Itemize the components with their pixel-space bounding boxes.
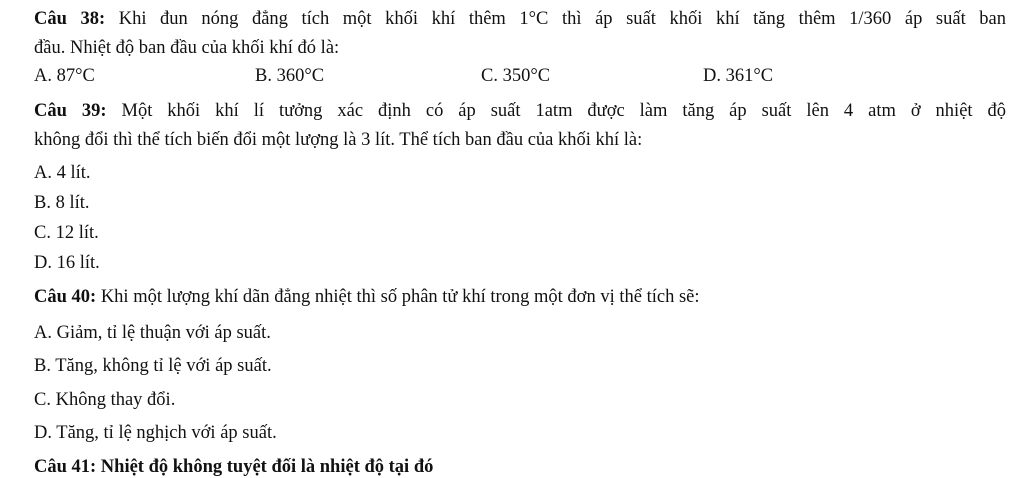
question-39-option-b: B. 8 lít. xyxy=(34,193,90,213)
question-39-text-1: Một khối khí lí tưởng xác định có áp suất 1atm được làm tăng áp suất lên 4 atm ở nhiệt độ xyxy=(121,101,1007,121)
question-38-option-d: D. 361°C xyxy=(703,66,774,86)
question-39-line-2: không đổi thì thể tích biến đổi một lượng là 3 lít. Thể tích ban đầu của khối khí là: xyxy=(34,130,643,150)
question-39-option-c: C. 12 lít. xyxy=(34,223,99,243)
question-40-number: Câu 40: xyxy=(34,287,97,307)
question-41-partial: Câu 41: Nhiệt độ không tuyệt đối là nhiệt độ tại đó xyxy=(34,457,434,477)
question-40-option-a: A. Giảm, tỉ lệ thuận với áp suất. xyxy=(34,323,271,343)
question-39-option-d: D. 16 lít. xyxy=(34,253,100,273)
question-38-line-2: đầu. Nhiệt độ ban đầu của khối khí đó là: xyxy=(34,38,340,58)
question-39-number: Câu 39: xyxy=(34,101,107,121)
question-39-option-a: A. 4 lít. xyxy=(34,163,91,183)
question-40-text-1: Khi một lượng khí dãn đẳng nhiệt thì số phân tử khí trong một đơn vị thể tích sẽ: xyxy=(100,287,700,307)
question-38-options xyxy=(34,66,1014,90)
question-38-option-a: A. 87°C xyxy=(34,66,95,86)
question-38-line-1 xyxy=(34,8,1006,30)
question-40-option-b: B. Tăng, không tỉ lệ với áp suất. xyxy=(34,356,272,376)
question-40-line-1 xyxy=(34,286,700,308)
question-38-number: Câu 38: xyxy=(34,9,106,29)
question-40-option-c: C. Không thay đổi. xyxy=(34,390,176,410)
question-38-text-1: Khi đun nóng đẳng tích một khối khí thêm 1°C thì áp suất khối khí tăng thêm 1/360 áp suất ban xyxy=(118,9,1006,29)
question-38-option-b: B. 360°C xyxy=(255,66,325,86)
question-40-option-d: D. Tăng, tỉ lệ nghịch với áp suất. xyxy=(34,423,277,443)
question-38-option-c: C. 350°C xyxy=(481,66,551,86)
question-39-line-1 xyxy=(34,100,1006,122)
